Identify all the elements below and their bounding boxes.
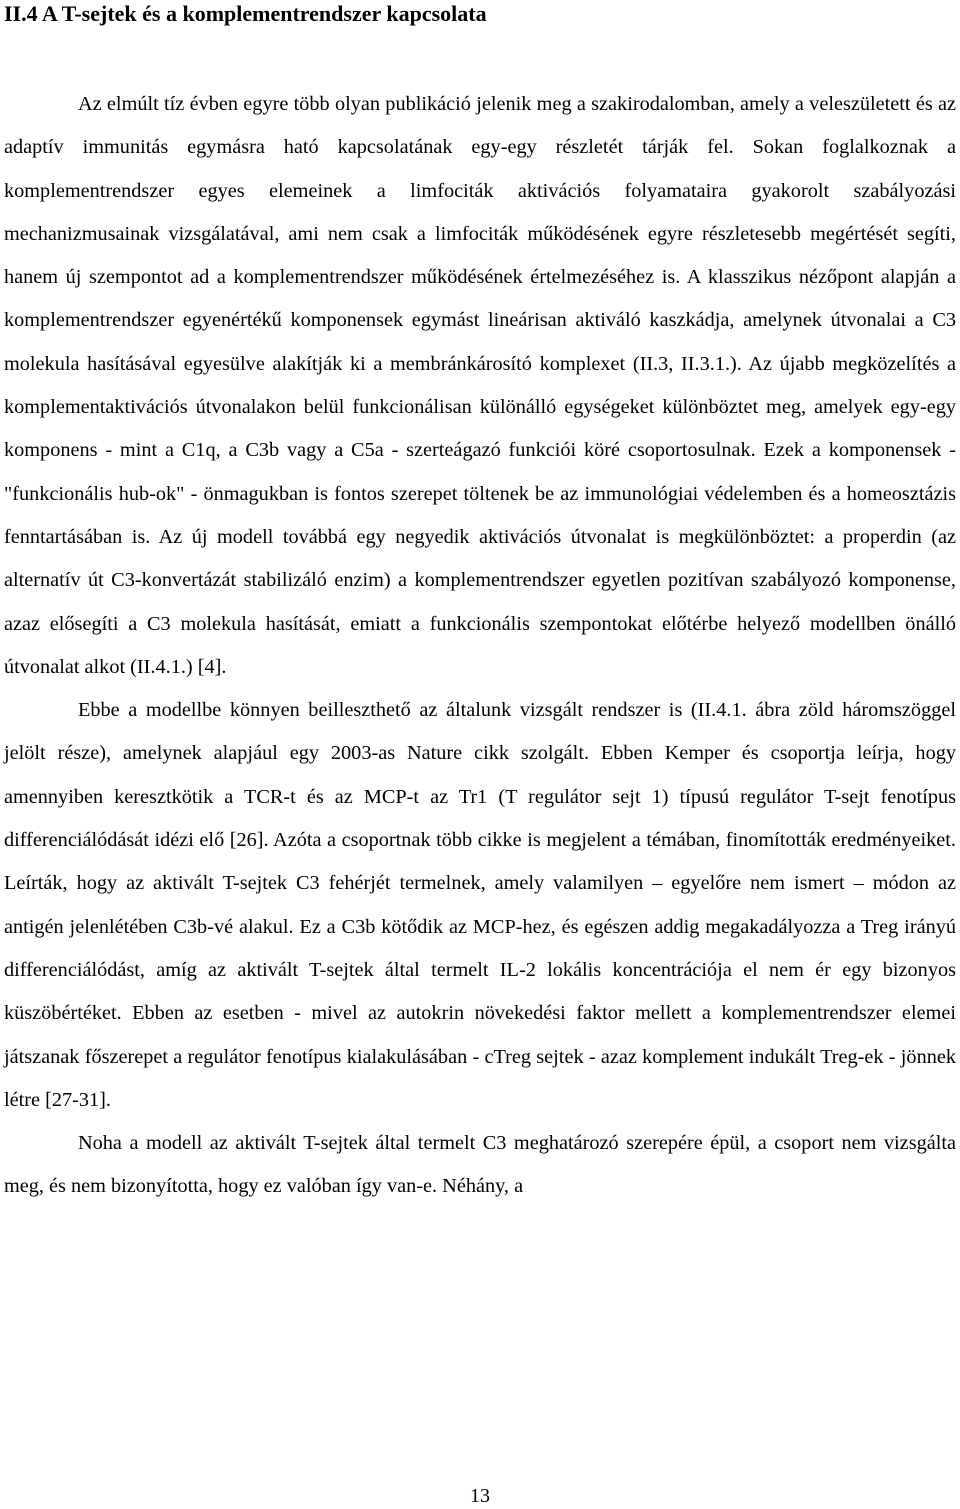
section-heading: II.4 A T-sejtek és a komplementrendszer kapcsolata (4, 1, 487, 26)
paragraph-3: Noha a modell az aktivált T-sejtek által termelt C3 meghatározó szerepére épül, a csoport nem vizsgálta meg, és nem bizonyította, hogy ez valóban így van-e. Néhány, a (4, 1132, 956, 1198)
body-text (4, 83, 956, 1209)
page-number: 13 (470, 1485, 490, 1507)
paragraph-1: Az elmúlt tíz évben egyre több olyan publikáció jelenik meg a szakirodalomban, amely a veleszületett és az adaptív immunitás egymásra ható kapcsolatának egy-egy részletét tárják fel. Sokan foglalkoznak a komplementrendszer egyes elemeinek a limfociták aktivációs folyamataira gyakorolt szabályozási mechanizmusainak vizsgálatával, ami nem csak a limfociták működésének egyre részletesebb megértését segíti, hanem új szempontot ad a komplementrendszer működésének értelmezéséhez is. A klasszikus nézőpont alapján a komplementrendszer egyenértékű komponensek egymást lineárisan aktiváló kaszkádja, amelynek útvonalai a C3 molekula hasításával egyesülve alakítják ki a membránkárosító komplexet (II.3, II.3.1.). Az újabb megközelítés a komplementaktivációs útvonalakon belül funkcionálisan különálló egységeket különböztet meg, amelyek egy-egy komponens - mint a C1q, a C3b vagy a C5a - szerteágazó funkciói köré csoportosulnak. Ezek a komponensek - "funkcionális hub-ok" - önmagukban is fontos szerepet töltenek be az immunológiai védelemben és a homeosztázis fenntartásában is. Az új modell továbbá egy negyedik aktivációs útvonalat is megkülönböztet: a properdin (az alternatív út C3-konvertázát stabilizáló enzim) a komplementrendszer egyetlen pozitívan szabályozó komponense, azaz elősegíti a C3 molekula hasítását, emiatt a funkcionális szempontokat előtérbe helyező modellben önálló útvonalat alkot (II.4.1.) [4]. (4, 93, 956, 678)
paragraph-2: Ebbe a modellbe könnyen beilleszthető az általunk vizsgált rendszer is (II.4.1. ábra zöld háromszöggel jelölt része), amelynek alapjául egy 2003-as Nature cikk szolgált. Ebben Kemper és csoportja leírja, hogy amennyiben keresztkötik a TCR-t és az MCP-t az Tr1 (T regulátor sejt 1) típusú regulátor T-sejt fenotípus differenciálódását idézi elő [26]. Azóta a csoportnak több cikke is megjelent a témában, finomították eredményeiket. Leírták, hogy az aktivált T-sejtek C3 fehérjét termelnek, amely valamilyen – egyelőre nem ismert – módon az antigén jelenlétében C3b-vé alakul. Ez a C3b kötődik az MCP-hez, és egészen addig megakadályozza a Treg irányú differenciálódást, amíg az aktivált T-sejtek által termelt IL-2 lokális koncentrációja el nem ér egy bizonyos küszöbértéket. Ebben az esetben - mivel az autokrin növekedési faktor mellett a komplementrendszer elemei játszanak főszerepet a regulátor fenotípus kialakulásában - cTreg sejtek - azaz komplement indukált Treg-ek - jönnek létre [27-31]. (4, 699, 956, 1111)
